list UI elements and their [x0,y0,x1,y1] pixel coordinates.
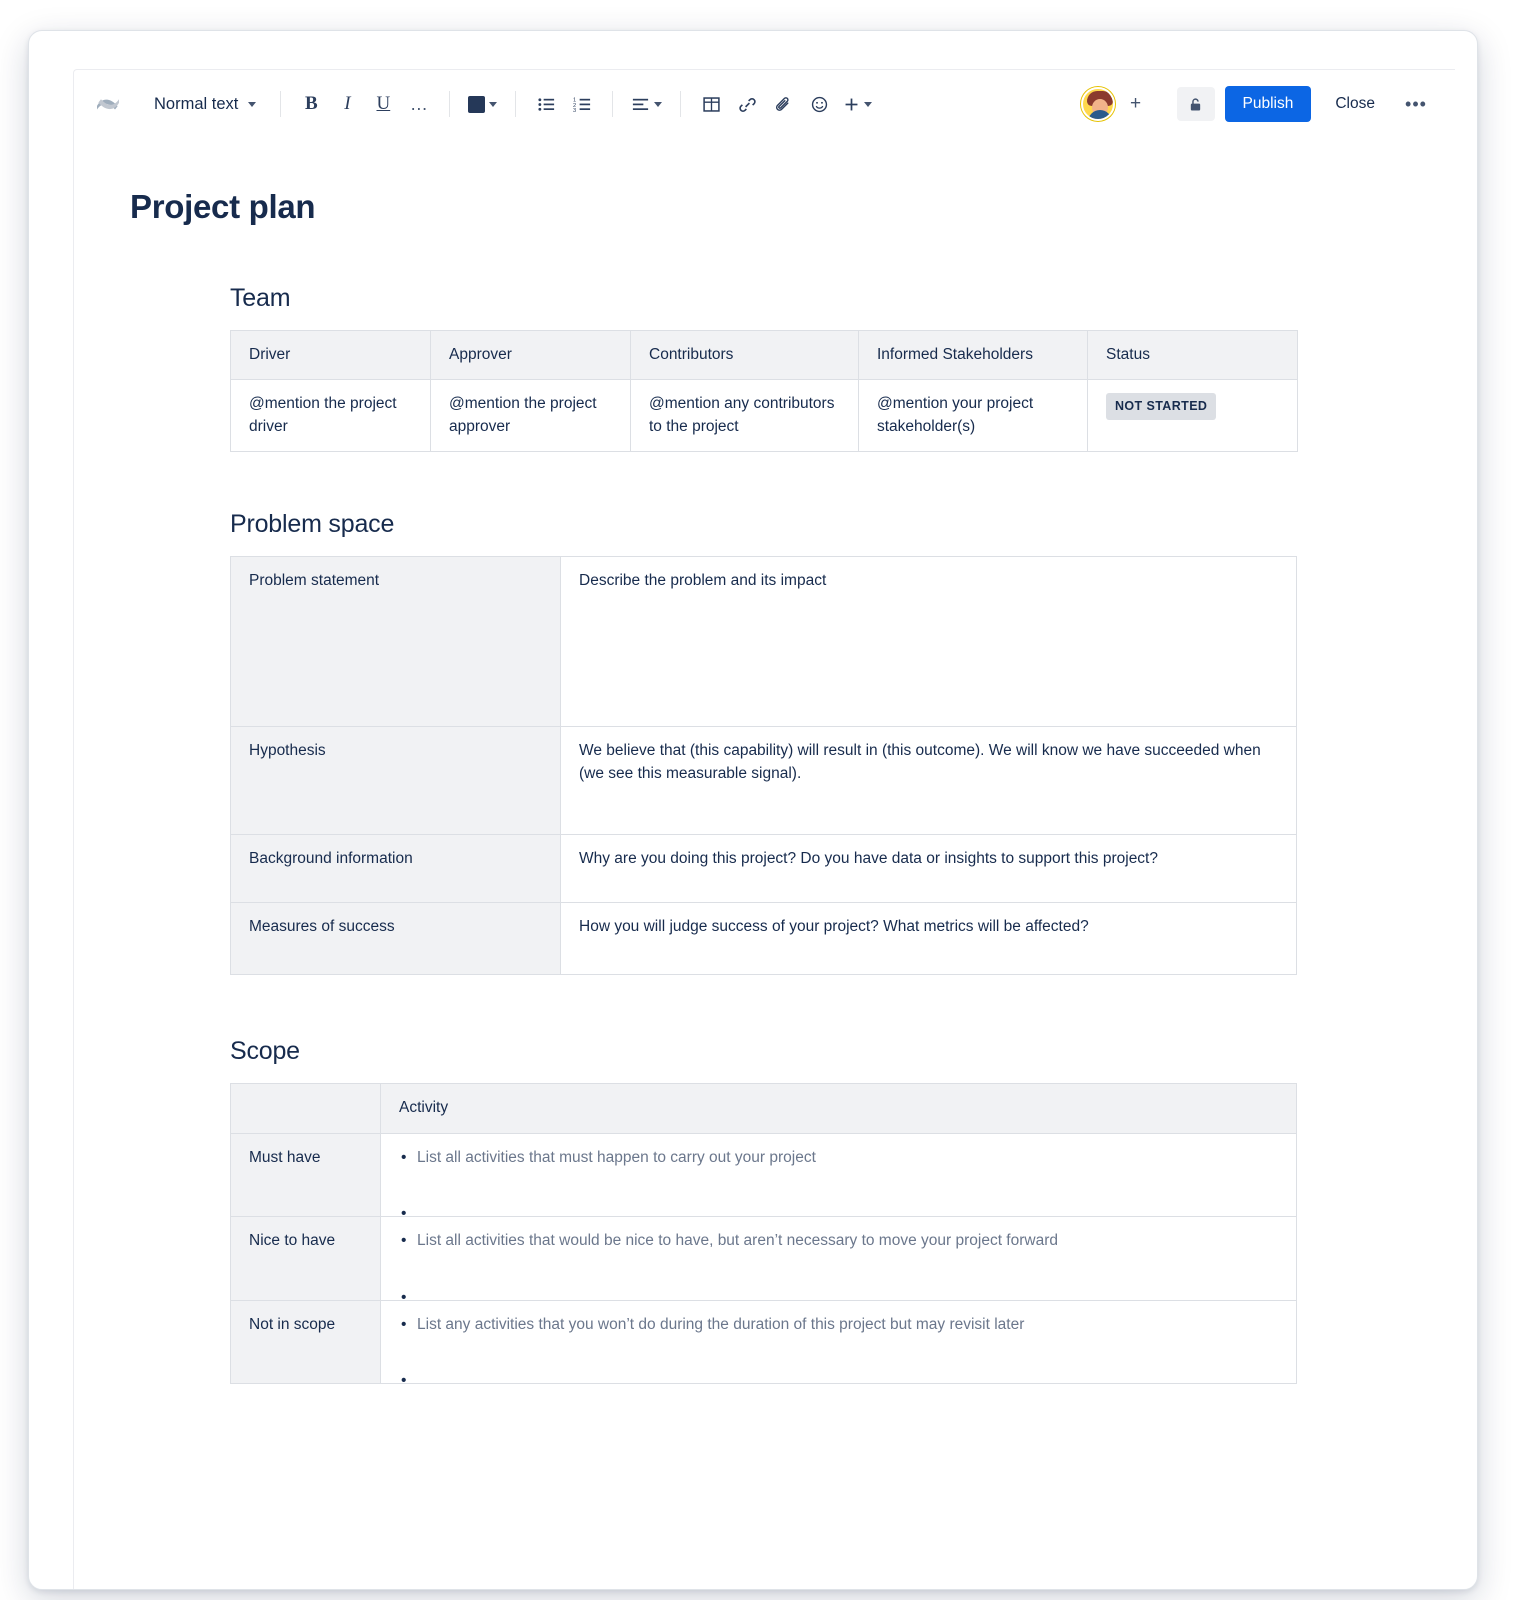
table-row [231,557,1297,727]
list-item[interactable]: • List any activities that you won’t do during the duration of this project but may revisit later [417,1314,1278,1336]
underline-button[interactable]: U [376,93,391,114]
cell-stakeholders[interactable]: @mention your project stakeholder(s) [859,380,1088,452]
column-header-approver: Approver [431,331,631,380]
table-row [231,1133,1297,1216]
table-header-row [231,1084,1297,1133]
cell-driver[interactable]: @mention the project driver [231,380,431,452]
insert-emoji-button[interactable] [803,88,835,120]
cell-hypothesis[interactable]: We believe that (this capability) will result in (this outcome). We will know we have succeeded when (we see this measurable signal). [561,727,1297,835]
table-row [231,727,1297,835]
svg-text:3: 3 [572,107,577,114]
browser-window [28,30,1478,1590]
scope-table [230,1083,1297,1384]
insert-more-button[interactable] [839,88,876,120]
section-heading-scope: Scope [230,1037,300,1066]
bulleted-list-button[interactable] [530,88,562,120]
add-collaborator-button[interactable]: + [1129,93,1142,114]
cell-must-have[interactable] [381,1133,1297,1216]
toolbar-divider [280,91,281,117]
text-align-button[interactable] [627,88,666,120]
cell-approver[interactable]: @mention the project approver [431,380,631,452]
svg-text:2: 2 [572,102,577,109]
problem-space-table [230,556,1297,975]
overflow-menu-button[interactable]: ••• [1405,93,1427,114]
row-label-hypothesis: Hypothesis [231,727,561,835]
row-label-nice-to-have: Nice to have [231,1217,381,1300]
chevron-down-icon [248,102,256,107]
attach-file-button[interactable] [767,88,799,120]
text-color-button[interactable] [464,88,501,120]
table-row [231,1300,1297,1383]
app-content [73,69,1455,1589]
column-header-contributors: Contributors [631,331,859,380]
column-header-driver: Driver [231,331,431,380]
list-item[interactable]: • List all activities that would be nice to have, but aren’t necessary to move your project forward [417,1230,1278,1252]
document-body [74,138,1455,1384]
table-row [231,903,1297,975]
section-heading-problem-space: Problem space [230,510,395,539]
bold-button[interactable]: B [305,93,318,114]
publish-button[interactable]: Publish [1225,86,1312,122]
close-button[interactable]: Close [1321,86,1389,122]
italic-button[interactable]: I [344,93,351,114]
confluence-logo-icon[interactable] [88,84,128,124]
column-header-blank [231,1084,381,1133]
svg-text:1: 1 [572,97,577,104]
status-badge[interactable]: NOT STARTED [1106,393,1216,419]
column-header-activity: Activity [381,1084,1297,1133]
cell-problem-statement[interactable]: Describe the problem and its impact [561,557,1297,727]
cell-nice-to-have[interactable] [381,1217,1297,1300]
toolbar-divider [680,91,681,117]
row-label-must-have: Must have [231,1133,381,1216]
numbered-list-button[interactable] [566,88,598,120]
row-label-not-in-scope: Not in scope [231,1300,381,1383]
cell-status[interactable] [1088,380,1298,452]
column-header-status: Status [1088,331,1298,380]
chevron-down-icon [654,102,662,107]
avatar[interactable] [1081,87,1115,121]
list-item[interactable]: • List all activities that must happen to carry out your project [417,1147,1278,1169]
row-label-problem-statement: Problem statement [231,557,561,727]
table-row [231,380,1298,452]
row-label-measures-of-success: Measures of success [231,903,561,975]
toolbar-divider [515,91,516,117]
more-formatting-button[interactable]: … [409,93,429,114]
cell-contributors[interactable]: @mention any contributors to the project [631,380,859,452]
editor-toolbar [74,70,1455,138]
toolbar-divider [449,91,450,117]
cell-measures-of-success[interactable]: How you will judge success of your project? What metrics will be affected? [561,903,1297,975]
text-style-select[interactable] [144,87,266,121]
page-title[interactable]: Project plan [130,188,316,225]
cell-background-information[interactable]: Why are you doing this project? Do you have data or insights to support this project? [561,835,1297,903]
chevron-down-icon [864,102,872,107]
team-table [230,330,1298,452]
color-swatch-icon [468,96,485,113]
chevron-down-icon [489,102,497,107]
cell-not-in-scope[interactable] [381,1300,1297,1383]
section-heading-team: Team [230,284,291,312]
table-header-row [231,331,1298,380]
restrictions-button[interactable] [1177,87,1215,121]
table-row [231,1217,1297,1300]
table-row [231,835,1297,903]
insert-table-button[interactable] [695,88,727,120]
toolbar-divider [612,91,613,117]
column-header-stakeholders: Informed Stakeholders [859,331,1088,380]
row-label-background-information: Background information [231,835,561,903]
insert-link-button[interactable] [731,88,763,120]
text-style-label: Normal text [154,94,239,113]
